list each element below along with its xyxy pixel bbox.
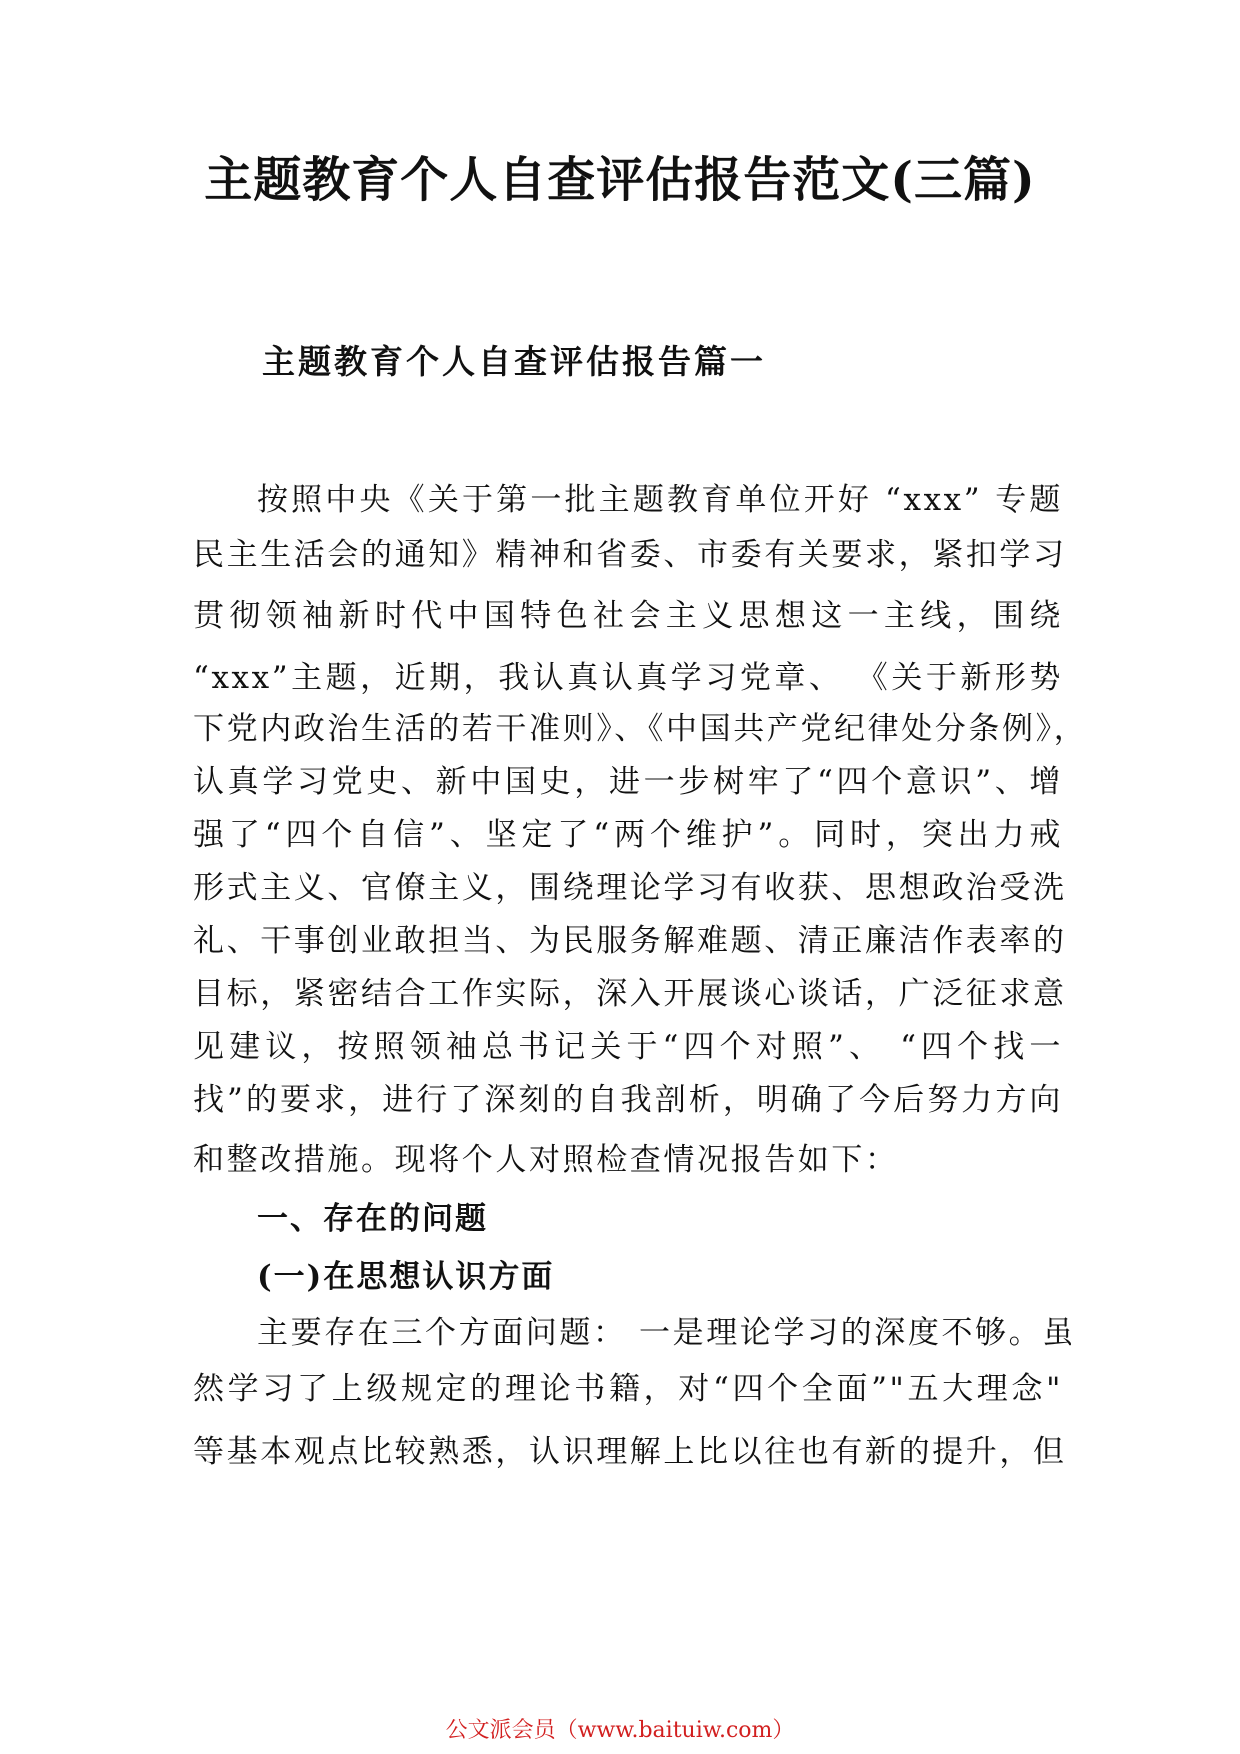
paragraph-line: 民主生活会的通知》精神和省委、市委有关要求，紧扣学习	[193, 537, 1067, 573]
paragraph-line: 找”的要求，进行了深刻的自我剖析，明确了今后努力方向	[193, 1082, 1063, 1118]
paragraph-line: 然学习了上级规定的理论书籍，对“四个全面”"五大理念"	[193, 1371, 1063, 1407]
heading-one: 一、存在的问题	[257, 1201, 488, 1237]
section-heading: 主题教育个人自查评估报告篇一	[262, 342, 766, 381]
paragraph-line: 贯彻领袖新时代中国特色社会主义思想这一主线，围绕	[193, 598, 1063, 634]
paragraph-line: 认真学习党史、新中国史，进一步树牢了“四个意识”、增	[193, 764, 1063, 800]
paragraph-line: 强了“四个自信”、坚定了“两个维护”。同时，突出力戒	[193, 817, 1063, 853]
paragraph-line: 见建议，按照领袖总书记关于“四个对照”、 “四个找一	[193, 1029, 1063, 1065]
paragraph-line: 目标，紧密结合工作实际，深入开展谈心谈话，广泛征求意	[193, 976, 1067, 1012]
paragraph-line: 主要存在三个方面问题： 一是理论学习的深度不够。虽	[257, 1315, 1076, 1351]
paragraph-line: “xxx”主题，近期，我认真认真学习党章、 《关于新形势	[193, 660, 1063, 696]
document-title: 主题教育个人自查评估报告范文(三篇)	[204, 152, 1036, 208]
heading-one-sub: (一)在思想认识方面	[257, 1259, 555, 1295]
paragraph-line: 下党内政治生活的若干准则》、《中国共产党纪律处分条例》，	[193, 711, 1088, 747]
paragraph-line: 礼、干事创业敢担当、为民服务解难题、清正廉洁作表率的	[193, 923, 1067, 959]
paragraph-line: 和整改措施。现将个人对照检查情况报告如下：	[193, 1142, 899, 1178]
footer-watermark: 公文派会员（www.baituiw.com）	[445, 1718, 795, 1743]
paragraph-line: 按照中央《关于第一批主题教育单位开好 “xxx” 专题	[257, 482, 1063, 518]
paragraph-line: 等基本观点比较熟悉，认识理解上比以往也有新的提升，但	[193, 1434, 1067, 1470]
paragraph-line: 形式主义、官僚主义，围绕理论学习有收获、思想政治受洗	[193, 870, 1067, 906]
